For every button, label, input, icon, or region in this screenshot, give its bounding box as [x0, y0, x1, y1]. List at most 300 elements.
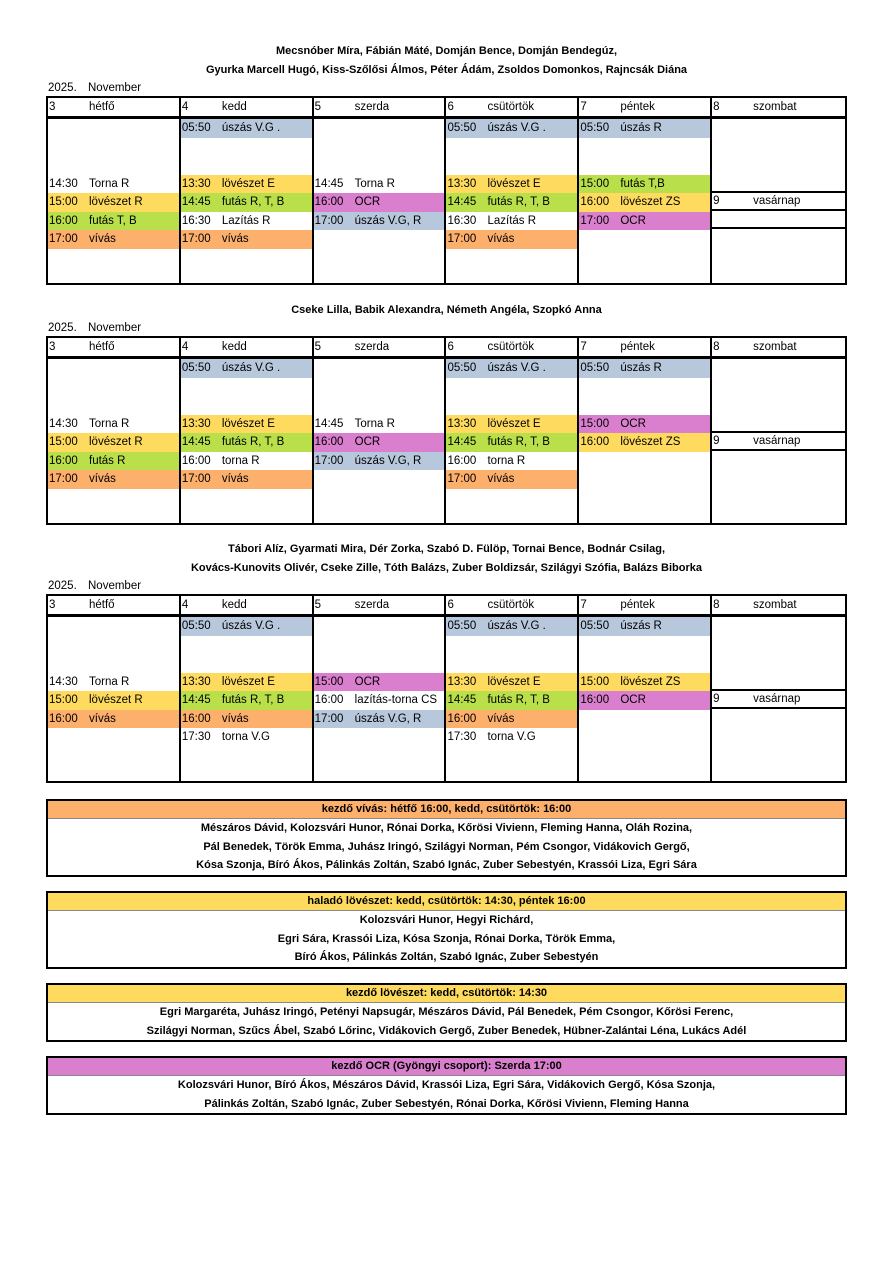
- schedule-event: [446, 617, 577, 636]
- event-time: 14:30: [49, 417, 78, 430]
- names-line: Mecsnóber Míra, Fábián Máté, Domján Bence, Domján Bendegúz,: [275, 45, 618, 57]
- day-number: 7: [580, 599, 587, 611]
- day-header-kedd: [181, 596, 314, 614]
- event-time: 14:45: [447, 694, 477, 706]
- box-names-line: Mészáros Dávid, Kolozsvári Hunor, Rónai Dorka, Kőrösi Vivienn, Fleming Hanna, Oláh Rozina,: [200, 822, 693, 834]
- schedule-event: [181, 452, 312, 471]
- schedule-event: [446, 728, 577, 747]
- day-name: szombat: [753, 599, 797, 611]
- event-activity: vívás: [221, 233, 249, 245]
- day-header-szerda: [314, 338, 447, 356]
- event-activity: lövészet E: [487, 417, 541, 430]
- event-activity: futás T,B: [620, 177, 665, 190]
- names-line: Kovács-Kunovits Olivér, Cseke Zille, Tóth Balázs, Zuber Boldizsár, Szilágyi Szófia, Balázs Biborka: [190, 562, 703, 574]
- day-name: csütörtök: [487, 341, 535, 353]
- event-activity: úszás V.G .: [221, 620, 281, 632]
- day-header-csütörtök: [446, 596, 579, 614]
- day-number: 8: [713, 101, 720, 113]
- event-time: 17:00: [447, 473, 477, 485]
- event-activity: futás R: [89, 454, 126, 467]
- event-time: 05:50: [580, 122, 610, 134]
- event-activity: lazítás-torna CS: [354, 694, 438, 706]
- day-column-csütörtök: [446, 119, 579, 283]
- event-activity: torna V.G: [487, 731, 536, 743]
- event-time: 05:50: [447, 362, 477, 374]
- box-names-line: Szilágyi Norman, Szűcs Ábel, Szabó Lőrinc, Vidákovich Gergő, Zuber Benedek, Hübner-Zalántai Léna, Lukács Adél: [146, 1024, 747, 1037]
- day-number: 8: [713, 341, 720, 353]
- event-time: 16:30: [181, 214, 211, 227]
- schedule-event: [579, 212, 710, 231]
- day-column-csütörtök: [446, 359, 579, 523]
- event-activity: lövészet E: [487, 675, 541, 688]
- box-title: kezdő vívás: hétfő 16:00, kedd, csütörtök: 16:00: [48, 801, 845, 819]
- sunday-header: [712, 431, 845, 451]
- day-header-kedd: [181, 98, 314, 116]
- day-name: szerda: [354, 341, 390, 353]
- schedule-event: [314, 212, 445, 231]
- event-activity: Lazítás R: [221, 214, 271, 227]
- event-activity: futás R, T, B: [221, 694, 285, 706]
- event-time: 17:00: [49, 233, 78, 245]
- event-activity: vívás: [487, 712, 515, 725]
- event-time: 16:00: [580, 694, 610, 706]
- day-number: 6: [447, 101, 454, 113]
- day-column-péntek: [579, 359, 712, 523]
- event-activity: OCR: [620, 214, 646, 227]
- day-number: 3: [49, 341, 56, 353]
- day-column-kedd: [181, 359, 314, 523]
- schedule-event: [446, 415, 577, 434]
- week-body: [48, 617, 845, 781]
- sunday-row: [712, 211, 845, 229]
- event-activity: Torna R: [89, 417, 130, 430]
- event-time: 15:00: [49, 694, 78, 706]
- day-name: hétfő: [89, 341, 115, 353]
- box-names-line: Kolozsvári Hunor, Bíró Ákos, Mészáros Dávid, Krassói Liza, Egri Sára, Vidákovich Gergő, Kósa Szonja,: [177, 1079, 716, 1091]
- event-time: 16:00: [49, 712, 78, 725]
- event-activity: lövészet R: [89, 436, 143, 448]
- day-number: 8: [713, 599, 720, 611]
- month-label: November: [88, 322, 142, 334]
- schedule-event: [446, 119, 577, 138]
- event-time: 13:30: [447, 177, 477, 190]
- box-title: kezdő lövészet: kedd, csütörtök: 14:30: [48, 985, 845, 1003]
- event-time: 17:00: [49, 473, 78, 485]
- event-time: 17:00: [181, 473, 211, 485]
- schedule-event: [314, 710, 445, 729]
- schedule-event: [181, 433, 312, 452]
- schedule-event: [314, 452, 445, 471]
- event-activity: lövészet E: [487, 177, 541, 190]
- box-names-line: Egri Margaréta, Juhász Iringó, Petényi Napsugár, Mészáros Dávid, Pál Benedek, Pém Csongor, Kőrösi Ferenc,: [159, 1006, 734, 1018]
- schedule-event: [48, 433, 179, 452]
- day-header-row: [48, 98, 845, 119]
- group-list-box: [46, 1056, 847, 1115]
- event-time: 17:00: [181, 233, 211, 245]
- day-number: 6: [447, 599, 454, 611]
- box-names-line: Kolozsvári Hunor, Hegyi Richárd,: [359, 914, 534, 926]
- event-activity: futás R, T, B: [221, 436, 285, 448]
- event-activity: futás T, B: [89, 214, 137, 227]
- day-number: 9: [713, 195, 720, 207]
- schedule-event: [181, 415, 312, 434]
- event-activity: lövészet R: [89, 694, 143, 706]
- schedule-event: [181, 119, 312, 138]
- schedule-event: [446, 691, 577, 710]
- event-time: 16:00: [580, 436, 610, 448]
- event-time: 17:30: [447, 731, 477, 743]
- names-line: Cseke Lilla, Babik Alexandra, Németh Angéla, Szopkó Anna: [291, 304, 602, 316]
- day-name: kedd: [221, 101, 247, 113]
- event-time: 05:50: [181, 362, 211, 374]
- schedule-event: [48, 193, 179, 212]
- day-column-kedd: [181, 617, 314, 781]
- day-header-csütörtök: [446, 98, 579, 116]
- day-header-péntek: [579, 596, 712, 614]
- sunday-header: [712, 689, 845, 709]
- schedule-event: [446, 193, 577, 212]
- box-names-line: Bíró Ákos, Pálinkás Zoltán, Szabó Ignác, Zuber Sebestyén: [294, 951, 599, 963]
- sunday-header: [712, 191, 845, 211]
- event-activity: lövészet ZS: [620, 436, 681, 448]
- day-header-péntek: [579, 338, 712, 356]
- event-activity: úszás R: [620, 620, 662, 632]
- event-activity: vívás: [487, 473, 515, 485]
- schedule-group: [46, 540, 847, 783]
- event-activity: úszás V.G, R: [354, 214, 422, 227]
- event-time: 15:00: [314, 675, 344, 688]
- event-time: 14:30: [49, 177, 78, 190]
- event-activity: torna R: [221, 454, 260, 467]
- day-number: 7: [580, 341, 587, 353]
- schedule-event: [181, 212, 312, 231]
- schedule-event: [181, 710, 312, 729]
- event-activity: lövészet E: [221, 177, 275, 190]
- event-time: 16:00: [181, 454, 211, 467]
- schedule-event: [314, 433, 445, 452]
- event-activity: lövészet ZS: [620, 196, 681, 208]
- event-activity: futás R, T, B: [487, 196, 550, 208]
- event-activity: lövészet E: [221, 417, 275, 430]
- event-activity: Torna R: [89, 177, 130, 190]
- names-line: Tábori Alíz, Gyarmati Mira, Dér Zorka, Szabó D. Fülöp, Tornai Bence, Bodnár Csilag,: [227, 543, 666, 555]
- day-number: 3: [49, 599, 56, 611]
- event-activity: Torna R: [354, 177, 395, 190]
- event-activity: vívás: [89, 473, 116, 485]
- group-list-box: [46, 983, 847, 1042]
- schedule-event: [446, 710, 577, 729]
- day-number: 4: [181, 599, 189, 611]
- day-name: péntek: [620, 101, 655, 113]
- day-name: péntek: [620, 341, 655, 353]
- day-name: hétfő: [89, 101, 115, 113]
- day-header-hétfő: [48, 338, 181, 356]
- day-column-hétfő: [48, 617, 181, 781]
- schedule-event: [181, 193, 312, 212]
- day-header-kedd: [181, 338, 314, 356]
- box-title: kezdő OCR (Gyöngyi csoport): Szerda 17:00: [48, 1058, 845, 1076]
- group-member-names: [46, 301, 847, 320]
- week-table: [46, 336, 847, 525]
- day-name: hétfő: [89, 599, 115, 611]
- schedule-event: [48, 175, 179, 194]
- schedule-event: [579, 175, 710, 194]
- schedule-event: [579, 119, 710, 138]
- schedule-event: [579, 359, 710, 378]
- schedule-event: [181, 673, 312, 692]
- event-time: 05:50: [181, 122, 211, 134]
- schedule-event: [48, 710, 179, 729]
- day-column-kedd: [181, 119, 314, 283]
- event-time: 17:00: [580, 214, 610, 227]
- group-member-names: [46, 540, 847, 578]
- day-number: 4: [181, 101, 189, 113]
- year-month: [46, 80, 847, 96]
- schedule-event: [579, 433, 710, 452]
- day-name: szombat: [753, 341, 797, 353]
- event-time: 14:45: [447, 436, 477, 448]
- schedule-event: [579, 691, 710, 710]
- schedule-event: [446, 230, 577, 249]
- event-time: 15:00: [580, 417, 610, 430]
- year-label: 2025.: [48, 322, 77, 334]
- day-column-szerda: [314, 119, 447, 283]
- year-month: [46, 578, 847, 594]
- event-time: 05:50: [447, 122, 477, 134]
- day-name: vasárnap: [753, 195, 801, 207]
- week-table: [46, 96, 847, 285]
- year-label: 2025.: [48, 580, 77, 592]
- event-time: 17:00: [314, 454, 344, 467]
- event-time: 13:30: [181, 675, 211, 688]
- week-body: [48, 359, 845, 523]
- event-activity: Torna R: [354, 417, 395, 430]
- month-label: November: [88, 82, 142, 94]
- year-month: [46, 320, 847, 336]
- day-number: 9: [713, 435, 720, 447]
- event-activity: OCR: [620, 694, 646, 706]
- schedule-event: [181, 175, 312, 194]
- day-name: szombat: [753, 101, 797, 113]
- box-names-line: Pál Benedek, Török Emma, Juhász Iringó, Szilágyi Norman, Pém Csongor, Vidákovich Gergő,: [203, 840, 690, 853]
- event-activity: úszás V.G, R: [354, 712, 422, 725]
- day-column-péntek: [579, 119, 712, 283]
- day-number: 4: [181, 341, 189, 353]
- day-number: 6: [447, 341, 454, 353]
- event-time: 15:00: [49, 436, 78, 448]
- day-header-row: [48, 338, 845, 359]
- event-time: 15:00: [580, 675, 610, 688]
- event-activity: OCR: [354, 436, 381, 448]
- day-column-péntek: [579, 617, 712, 781]
- box-title: haladó lövészet: kedd, csütörtök: 14:30, péntek 16:00: [48, 893, 845, 911]
- day-header-szerda: [314, 98, 447, 116]
- schedule-event: [48, 212, 179, 231]
- event-time: 14:30: [49, 675, 78, 688]
- event-time: 17:30: [181, 731, 211, 743]
- box-names-line: Pálinkás Zoltán, Szabó Ignác, Zuber Sebestyén, Rónai Dorka, Kőrösi Vivienn, Fleming Hanna: [204, 1097, 689, 1110]
- event-time: 05:50: [181, 620, 211, 632]
- day-header-szombat: [712, 98, 845, 116]
- week-body: [48, 119, 845, 283]
- schedule-event: [446, 212, 577, 231]
- schedule-event: [181, 617, 312, 636]
- event-activity: vívás: [89, 233, 116, 245]
- day-name: vasárnap: [753, 435, 801, 447]
- event-time: 14:45: [181, 694, 211, 706]
- event-activity: lövészet R: [89, 196, 143, 208]
- schedule-event: [446, 452, 577, 471]
- schedule-event: [48, 673, 179, 692]
- event-activity: OCR: [354, 196, 381, 208]
- event-time: 16:00: [181, 712, 211, 725]
- event-time: 15:00: [49, 196, 78, 208]
- schedule-event: [181, 359, 312, 378]
- day-header-szombat: [712, 596, 845, 614]
- event-activity: futás R, T, B: [487, 436, 550, 448]
- box-names-line: Egri Sára, Krassói Liza, Kósa Szonja, Rónai Dorka, Török Emma,: [277, 932, 616, 945]
- month-label: November: [88, 580, 142, 592]
- schedule-event: [48, 470, 179, 489]
- schedule-event: [579, 617, 710, 636]
- event-activity: úszás V.G, R: [354, 454, 422, 467]
- event-time: 16:00: [580, 196, 610, 208]
- event-time: 17:00: [314, 214, 344, 227]
- schedule-event: [314, 415, 445, 434]
- day-number: 7: [580, 101, 587, 113]
- schedule-event: [446, 359, 577, 378]
- schedule-event: [181, 728, 312, 747]
- day-name: szerda: [354, 101, 390, 113]
- schedule-group: [46, 301, 847, 525]
- event-time: 13:30: [447, 675, 477, 688]
- event-activity: OCR: [354, 675, 381, 688]
- day-name: csütörtök: [487, 599, 535, 611]
- day-name: kedd: [221, 599, 247, 611]
- day-column-szerda: [314, 359, 447, 523]
- event-time: 16:00: [314, 196, 344, 208]
- names-line: Gyurka Marcell Hugó, Kiss-Szőlősi Álmos, Péter Ádám, Zsoldos Domonkos, Rajncsák Diána: [205, 64, 688, 76]
- day-header-csütörtök: [446, 338, 579, 356]
- event-time: 16:30: [447, 214, 477, 227]
- day-column-hétfő: [48, 119, 181, 283]
- event-time: 05:50: [580, 620, 610, 632]
- group-member-names: [46, 42, 847, 80]
- event-time: 05:50: [447, 620, 477, 632]
- day-column-csütörtök: [446, 617, 579, 781]
- schedule-event: [48, 452, 179, 471]
- schedule-event: [579, 415, 710, 434]
- event-activity: lövészet ZS: [620, 675, 681, 688]
- event-time: 05:50: [580, 362, 610, 374]
- day-name: kedd: [221, 341, 247, 353]
- event-activity: futás R, T, B: [487, 694, 550, 706]
- event-time: 17:00: [314, 712, 344, 725]
- event-activity: lövészet E: [221, 675, 275, 688]
- day-header-szerda: [314, 596, 447, 614]
- event-activity: vívás: [487, 233, 515, 245]
- event-activity: vívás: [89, 712, 116, 725]
- event-time: 13:30: [181, 177, 211, 190]
- event-time: 16:00: [49, 454, 78, 467]
- day-name: szerda: [354, 599, 390, 611]
- event-activity: OCR: [620, 417, 646, 430]
- event-activity: Lazítás R: [487, 214, 537, 227]
- schedule-event: [181, 230, 312, 249]
- event-time: 16:00: [314, 694, 344, 706]
- event-time: 17:00: [447, 233, 477, 245]
- event-time: 16:00: [447, 712, 477, 725]
- day-name: péntek: [620, 599, 655, 611]
- event-time: 16:00: [49, 214, 78, 227]
- schedule-event: [446, 175, 577, 194]
- schedule-event: [181, 470, 312, 489]
- event-time: 14:45: [314, 177, 344, 190]
- day-header-row: [48, 596, 845, 617]
- day-number: 5: [314, 599, 322, 611]
- schedule-event: [48, 691, 179, 710]
- schedule-event: [48, 230, 179, 249]
- group-list-box: [46, 891, 847, 969]
- event-activity: úszás R: [620, 362, 662, 374]
- event-time: 14:45: [181, 436, 211, 448]
- event-time: 15:00: [580, 177, 610, 190]
- schedule-event: [446, 673, 577, 692]
- day-number: 9: [713, 693, 720, 705]
- schedule-event: [314, 691, 445, 710]
- event-activity: futás R, T, B: [221, 196, 285, 208]
- day-number: 5: [314, 341, 322, 353]
- event-activity: torna V.G: [221, 731, 270, 743]
- box-names-line: Kósa Szonja, Bíró Ákos, Pálinkás Zoltán, Szabó Ignác, Zuber Sebestyén, Krassói Liza, Egri Sára: [196, 859, 697, 871]
- event-activity: úszás R: [620, 122, 662, 134]
- event-activity: Torna R: [89, 675, 130, 688]
- day-header-péntek: [579, 98, 712, 116]
- schedule-event: [181, 691, 312, 710]
- event-activity: úszás V.G .: [487, 122, 546, 134]
- schedule-event: [314, 175, 445, 194]
- day-column-szombat: [712, 359, 845, 523]
- group-list-box: [46, 799, 847, 877]
- event-activity: úszás V.G .: [221, 122, 281, 134]
- event-activity: úszás V.G .: [487, 362, 546, 374]
- schedule-event: [446, 433, 577, 452]
- event-time: 16:00: [447, 454, 477, 467]
- schedule-event: [579, 193, 710, 212]
- event-time: 14:45: [181, 196, 211, 208]
- event-activity: torna R: [487, 454, 526, 467]
- day-header-hétfő: [48, 98, 181, 116]
- schedule-event: [48, 415, 179, 434]
- event-activity: úszás V.G .: [487, 620, 546, 632]
- event-activity: vívás: [221, 712, 249, 725]
- event-activity: vívás: [221, 473, 249, 485]
- day-header-hétfő: [48, 596, 181, 614]
- day-header-szombat: [712, 338, 845, 356]
- schedule-group: [46, 42, 847, 285]
- day-number: 3: [49, 101, 56, 113]
- event-time: 14:45: [447, 196, 477, 208]
- event-time: 13:30: [447, 417, 477, 430]
- day-number: 5: [314, 101, 322, 113]
- day-column-szerda: [314, 617, 447, 781]
- day-column-szombat: [712, 617, 845, 781]
- year-label: 2025.: [48, 82, 77, 94]
- day-name: vasárnap: [753, 693, 801, 705]
- day-column-szombat: [712, 119, 845, 283]
- schedule-event: [314, 673, 445, 692]
- day-column-hétfő: [48, 359, 181, 523]
